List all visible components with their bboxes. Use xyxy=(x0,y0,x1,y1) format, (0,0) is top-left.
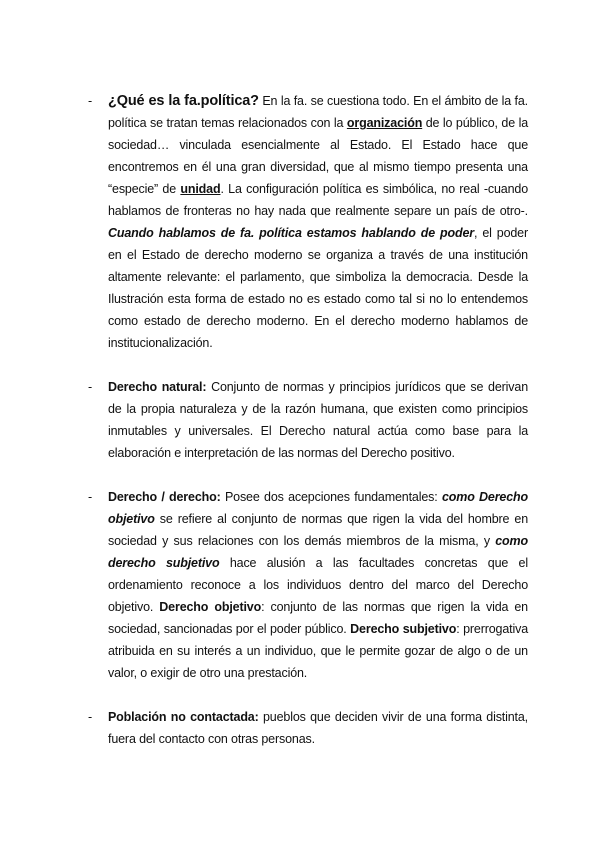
body-text: Posee dos acepciones fundamentales: xyxy=(220,490,442,504)
bullet-dash: - xyxy=(88,94,93,108)
term-label: Derecho natural: xyxy=(108,380,207,394)
body-text: de lo público, de la sociedad… vinculada esencialmente al Estado. El Estado hace que encontremos en él una gran diversidad, que al mismo tiempo presenta una “especie” de xyxy=(108,116,528,196)
entry-fa-politica xyxy=(88,90,528,367)
body-text: En la fa. se cuestiona todo. En el ámbito de la fa. política se tratan temas relacionados con la xyxy=(108,94,528,130)
body-text: hace alusión a las facultades concretas que el ordenamiento reconoce a los individuos dentro del marco del Derecho objetivo. xyxy=(108,556,528,614)
bullet-dash: - xyxy=(88,380,93,394)
entry-poblacion-no-contactada xyxy=(88,706,528,763)
bullet-dash: - xyxy=(88,710,93,724)
body-text: : conjunto de las normas que rigen la vida en sociedad, sancionadas por el poder público. xyxy=(108,600,528,636)
body-text: Conjunto de normas y principios jurídicos que se derivan de la propia naturaleza y de la razón humana, que existen como principios inmutables y universales. El Derecho natural actúa como base para la elaboración e interpretación de las normas del Derecho positivo. xyxy=(108,380,528,460)
key-term-underlined: organización xyxy=(346,116,423,130)
bullet-dash: - xyxy=(88,490,93,504)
body-text: : prerrogativa atribuida en su interés a un individuo, que le permite gozar de algo o de un valor, o exigir de otro una prestación. xyxy=(108,622,528,680)
entry-paragraph xyxy=(108,486,528,684)
body-text: pueblos que deciden vivir de una forma distinta, fuera del contacto con otras personas. xyxy=(108,710,528,746)
term-label: Derecho objetivo xyxy=(159,600,262,614)
body-text: , el poder en el Estado de derecho moderno se organiza a través de una institución altamente relevante: el parlamento, que simboliza la democracia. Desde la Ilustración esta forma de estado no es estado como tal si no lo entendemos como estado de derecho moderno. En el derecho moderno hablamos de institucionalización. xyxy=(108,226,528,350)
term-label: Población no contactada: xyxy=(108,710,259,724)
entry-paragraph xyxy=(108,706,528,750)
entry-derecho xyxy=(88,486,528,697)
term-label: Derecho subjetivo xyxy=(350,622,457,636)
term-label: Derecho / derecho: xyxy=(108,490,221,504)
key-term-underlined: unidad xyxy=(180,182,221,196)
emphasis-text: Cuando hablamos de fa. política estamos hablando de poder xyxy=(108,226,475,240)
question-heading: ¿Qué es la fa.política? xyxy=(108,93,259,109)
emphasis-text: como derecho subjetivo xyxy=(108,534,528,570)
emphasis-text: como Derecho objetivo xyxy=(108,490,529,526)
entry-paragraph xyxy=(108,376,528,464)
entry-derecho-natural xyxy=(88,376,528,477)
entry-paragraph xyxy=(108,90,528,354)
body-text: se refiere al conjunto de normas que rigen la vida del hombre en sociedad y sus relaciones con los demás miembros de la misma, y xyxy=(108,512,528,548)
body-text: . La configuración política es simbólica, no real -cuando hablamos de fronteras no hay nada que realmente separe un país de otro-. xyxy=(108,182,529,218)
